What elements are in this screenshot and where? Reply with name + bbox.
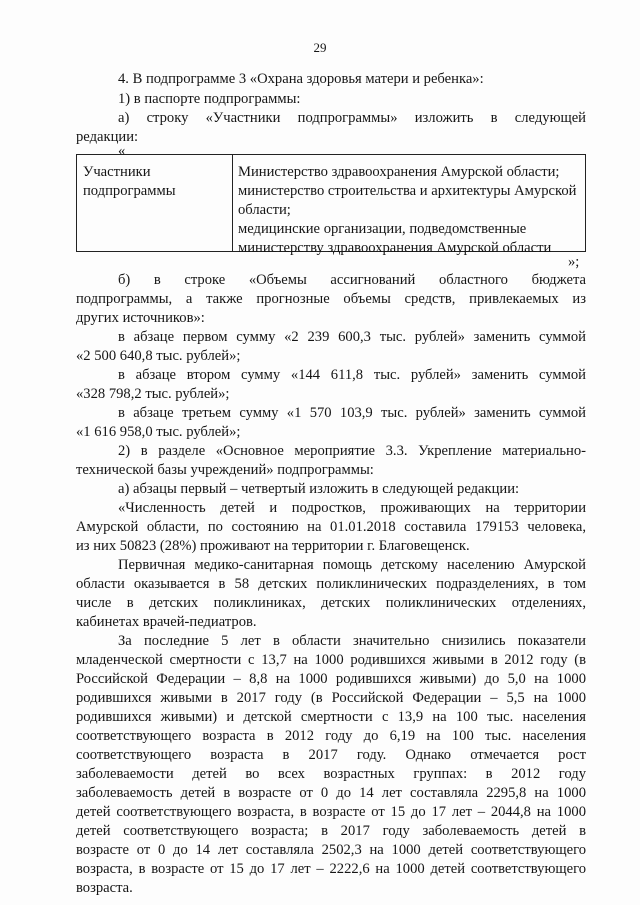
- body-line: младенческой смертности с 13,7 на 1000 родившихся живыми в 2012 году (в: [76, 652, 586, 668]
- body-line: соответствующего возраста в 2017 году. Однако отмечается рост: [76, 747, 586, 763]
- body-line: подпрограммы, а также прогнозные объемы средств, привлекаемых из: [76, 291, 586, 307]
- body-line: а) абзацы первый – четвертый изложить в следующей редакции:: [118, 481, 520, 497]
- body-line: детей соответствующего возраста; в 2017 году заболеваемость детей в: [76, 823, 586, 839]
- participants-table: [76, 154, 586, 256]
- body-line: 2) в разделе «Основное мероприятие 3.3. Укрепление материально-: [118, 443, 586, 459]
- body-line: кабинетах врачей-педиатров.: [76, 614, 257, 630]
- body-line: родившихся живыми в 2017 году (в Российской Федерации – 5,5 на 1000: [76, 690, 586, 706]
- body-line: Амурской области, по состоянию на 01.01.2018 составила 179153 человека,: [76, 519, 586, 535]
- body-line: б) в строке «Объемы ассигнований областного бюджета: [118, 272, 586, 288]
- body-line: заболеваемости детей во всех возрастных группах: в 2012 году: [76, 766, 586, 782]
- left-label-line1: Участники: [83, 164, 151, 180]
- left-label-line2: подпрограммы: [83, 183, 176, 199]
- item-4-heading: 4. В подпрограмме 3 «Охрана здоровья матери и ребенка»:: [118, 71, 484, 87]
- table-left-cell: [83, 163, 176, 201]
- table-right-cell: [238, 163, 576, 258]
- body-line: в абзаце третьем сумму «1 570 103,9 тыс. рублей» заменить суммой: [118, 405, 586, 421]
- participant-line: Министерство здравоохранения Амурской области;: [238, 164, 560, 180]
- body-line: из них 50823 (28%) проживают на территории г. Благовещенск.: [76, 538, 470, 554]
- body-line: других источников»:: [76, 310, 205, 326]
- body-line: в абзаце втором сумму «144 611,8 тыс. рублей» заменить суммой: [118, 367, 586, 383]
- participant-line: медицинские организации, подведомственные: [238, 221, 527, 237]
- body-line: Российской Федерации – 8,8 на 1000 родившихся живыми) до 5,0 на 1000: [76, 671, 586, 687]
- body-line: «2 500 640,8 тыс. рублей»;: [76, 348, 241, 364]
- open-quote: «: [118, 143, 126, 159]
- body-line: «1 616 958,0 тыс. рублей»;: [76, 424, 241, 440]
- body-line: соответствующего возраста в 2012 году до 6,19 на 100 тыс. населения: [76, 728, 586, 744]
- body-line: заболеваемость детей в возрасте от 0 до 14 лет составляла 2295,8 на 1000: [76, 785, 586, 801]
- participant-line: министерству здравоохранения Амурской области: [238, 240, 552, 256]
- body-line: возраста, в возрасте от 15 до 17 лет – 2222,6 на 1000 детей соответствующего: [76, 861, 586, 877]
- close-quote: »;: [568, 254, 580, 270]
- body-line: возрасте от 0 до 14 лет составляла 2502,3 на 1000 детей соответствующего: [76, 842, 586, 858]
- body-line: технической базы учреждений» подпрограммы:: [76, 462, 374, 478]
- body-line: возраста.: [76, 880, 133, 896]
- page-number: 29: [313, 40, 327, 55]
- subitem-1: 1) в паспорте подпрограммы:: [118, 91, 301, 107]
- body-line: числе в детских поликлиниках, детских поликлинических отделениях,: [76, 595, 586, 611]
- body-line: в абзаце первом сумму «2 239 600,3 тыс. рублей» заменить суммой: [118, 329, 586, 345]
- participant-line: области;: [238, 202, 291, 218]
- subitem-a-line1: а) строку «Участники подпрограммы» изложить в следующей: [118, 110, 586, 126]
- body-line: За последние 5 лет в области значительно снизились показатели: [118, 633, 586, 649]
- table-divider: [232, 155, 233, 251]
- body-line: детей соответствующего возраста, в возрасте от 15 до 17 лет – 2044,8 на 1000: [76, 804, 586, 820]
- body-line: Первичная медико-санитарная помощь детскому населению Амурской: [118, 557, 586, 573]
- subitem-a-line2: редакции:: [76, 129, 139, 145]
- body-line: области оказывается в 58 детских поликлинических подразделениях, в том: [76, 576, 586, 592]
- body-line: родившихся живыми) и детской смертности с 13,9 на 100 тыс. населения: [76, 709, 586, 725]
- body-line: «Численность детей и подростков, проживающих на территории: [118, 500, 586, 516]
- body-line: «328 798,2 тыс. рублей»;: [76, 386, 230, 402]
- participant-line: министерство строительства и архитектуры Амурской: [238, 183, 577, 199]
